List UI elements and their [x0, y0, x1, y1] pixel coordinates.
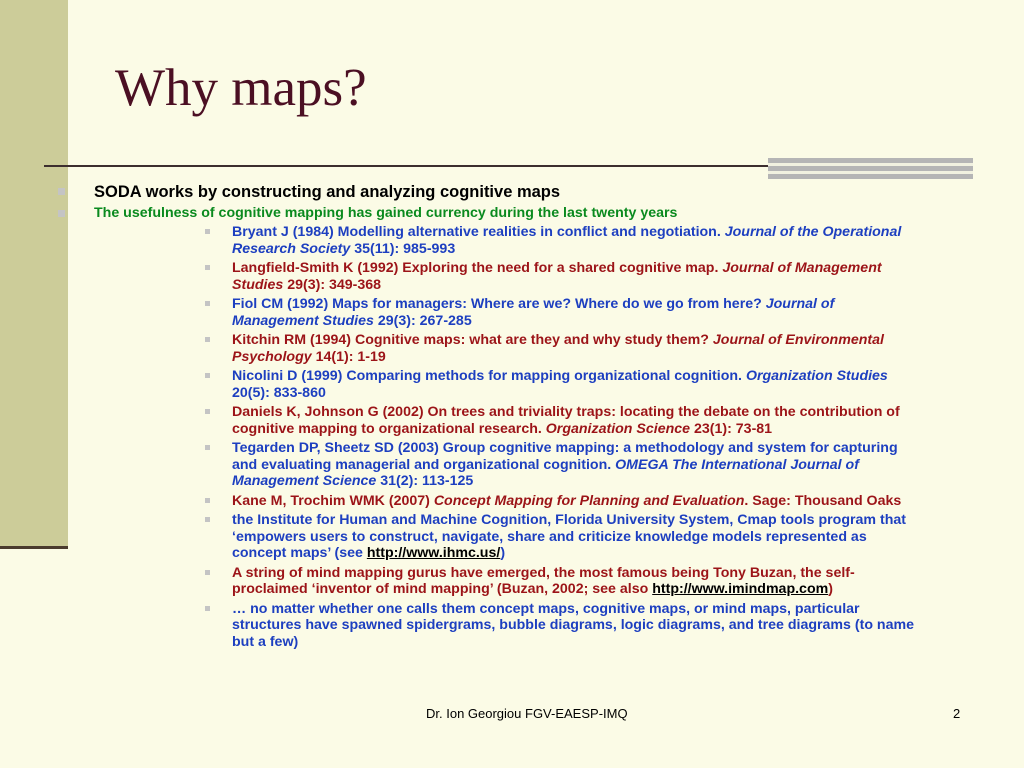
reference-text: . Sage: Thousand Oaks: [744, 492, 902, 509]
volume-number: 20: [232, 384, 248, 401]
journal-title: Journal of Management Studies: [232, 260, 882, 293]
reference-text: Langfield-Smith K (1992) Exploring the need for a shared cognitive map.: [232, 260, 723, 276]
reference-text: A string of mind mapping gurus have emerged, the most famous being Tony Buzan, the self-proclaimed ‘inventor of mind mapping’ (Buzan, 2002; see also: [232, 564, 855, 597]
reference-text: Kitchin RM (1994) Cognitive maps: what are they and why study them?: [232, 332, 713, 348]
reference-text: (2): 113-125: [396, 473, 474, 489]
square-bullet-icon: [205, 409, 210, 414]
reference-item: [94, 260, 984, 293]
bullet-soda: [0, 182, 1024, 202]
square-bullet-icon: [205, 445, 210, 450]
reference-item: [94, 332, 984, 365]
reference-text: (1): 73-81: [709, 420, 773, 437]
reference-item: [94, 296, 984, 329]
volume-number: 31: [380, 473, 397, 489]
square-bullet-icon: [205, 301, 210, 306]
square-bullet-icon: [205, 517, 210, 522]
title-underline-rule: [44, 165, 770, 167]
reference-item: [94, 512, 984, 562]
square-bullet-icon: [205, 265, 210, 270]
bullet-text: The usefulness of cognitive mapping has gained currency during the last twenty years: [94, 205, 678, 221]
reference-text: Tegarden DP, Sheetz SD (2003) Group cognitive mapping: a methodology and system for capturing and evaluating managerial and organizational cognition.: [232, 440, 898, 473]
title-rule-stripes: [768, 158, 973, 179]
reference-item: [94, 224, 984, 257]
reference-text: Fiol CM (1992) Maps for managers: Where are we? Where do we go from here?: [232, 296, 766, 312]
journal-title: Organization Studies: [745, 368, 888, 384]
reference-text: ): [500, 545, 506, 561]
journal-title: Journal of Environmental Psychology: [232, 332, 884, 365]
reference-text: (1): 1-19: [331, 348, 386, 365]
reference-link[interactable]: http://www.imindmap.com: [652, 581, 829, 597]
journal-title: OMEGA The International Journal of Management Science: [232, 456, 859, 489]
reference-list: [94, 224, 984, 650]
reference-item: [94, 493, 984, 510]
volume-number: 14: [315, 348, 332, 365]
reference-text: Nicolini D (1999) Comparing methods for mapping organizational cognition.: [232, 368, 746, 384]
square-bullet-icon: [205, 606, 210, 611]
footer-text: Dr. Ion Georgiou FGV-EAESP-IMQ: [426, 706, 628, 721]
reference-item: [94, 601, 984, 651]
square-bullet-icon: [205, 570, 210, 575]
bullet-text: SODA works by constructing and analyzing cognitive maps: [94, 183, 561, 201]
square-bullet-icon: [205, 498, 210, 503]
journal-title: Journal of Management Studies: [232, 296, 835, 329]
reference-item: [94, 440, 984, 490]
reference-text: (11): 985-993: [370, 240, 456, 257]
journal-title: Organization Science: [545, 420, 691, 437]
bullet-usefulness: [0, 204, 1024, 650]
reference-text: ): [828, 581, 833, 597]
volume-number: 23: [694, 420, 710, 437]
journal-title: Concept Mapping for Planning and Evaluation: [433, 492, 745, 509]
square-bullet-icon: [205, 229, 210, 234]
reference-text: (3): 349-368: [302, 276, 382, 293]
square-bullet-icon: [58, 210, 65, 217]
reference-text: (5): 833-860: [247, 384, 326, 401]
reference-link[interactable]: http://www.ihmc.us/: [366, 545, 501, 561]
journal-title: Journal of the Operational Research Society: [232, 224, 902, 257]
volume-number: 29: [377, 312, 394, 329]
square-bullet-icon: [205, 337, 210, 342]
square-bullet-icon: [58, 188, 65, 195]
reference-text: (3): 267-285: [393, 312, 472, 329]
slide-title: Why maps?: [115, 59, 367, 117]
reference-text: Kane M, Trochim WMK (2007): [232, 492, 434, 509]
reference-item: [94, 565, 984, 598]
reference-text: Daniels K, Johnson G (2002) On trees and triviality traps: locating the debate on the contribution of cognitive mapping to organizational research.: [232, 404, 900, 437]
square-bullet-icon: [205, 373, 210, 378]
volume-number: 35: [354, 240, 371, 257]
reference-text: … no matter whether one calls them concept maps, cognitive maps, or mind maps, particular structures have spawned spidergrams, bubble diagrams, logic diagrams, and tree diagrams (to name but a few): [232, 600, 914, 650]
reference-text: Bryant J (1984) Modelling alternative realities in conflict and negotiation.: [232, 224, 725, 240]
volume-number: 29: [287, 276, 303, 293]
slide-content: [0, 182, 1024, 653]
page-number: 2: [953, 706, 961, 721]
reference-item: [94, 368, 984, 401]
reference-item: [94, 404, 984, 437]
reference-text: the Institute for Human and Machine Cognition, Florida University System, Cmap tools program that ‘empowers users to construct, navigate, share and criticize knowledge models represented as concept maps’ (see: [232, 512, 906, 561]
